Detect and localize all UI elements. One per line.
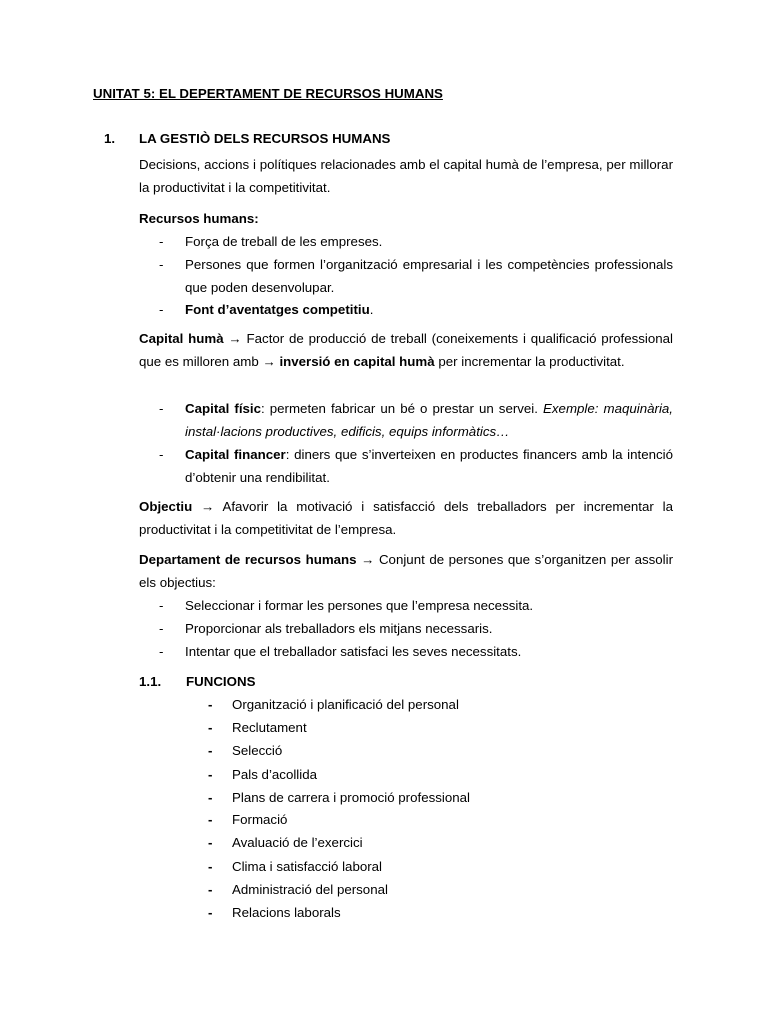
departament-label: Departament de recursos humans xyxy=(139,552,357,567)
capital-text-end: per incrementar la productivitat. xyxy=(438,354,625,369)
list-dash: - xyxy=(159,621,164,636)
list-dash: - xyxy=(159,598,164,613)
list-dash: - xyxy=(208,882,213,897)
section-intro: Decisions, accions i polítiques relacionades amb el capital humà de l’empresa, per millorar la productivitat i la competitivitat. xyxy=(139,157,673,195)
list-dash: - xyxy=(208,859,213,874)
list-item-text: Organització i planificació del personal xyxy=(232,697,459,712)
arrow: → xyxy=(361,552,375,567)
list-item-text: Reclutament xyxy=(232,720,307,735)
list-item-text: Proporcionar als treballadors els mitjans necessaris. xyxy=(185,621,493,636)
list-item-text: Formació xyxy=(232,812,288,827)
list-dash: - xyxy=(208,743,213,758)
financer-text: : diners que s’inverteixen en productes financers amb la intenció d’obtenir una rendibilitat. xyxy=(185,447,673,485)
arrow: → xyxy=(228,331,242,346)
list-item-text: Selecció xyxy=(232,743,283,758)
list-dash: - xyxy=(208,767,213,782)
list-dash: - xyxy=(159,257,164,272)
list-dash: - xyxy=(208,697,213,712)
objectiu-label: Objectiu xyxy=(139,499,193,514)
list-item-text: Avaluació de l’exercici xyxy=(232,835,363,850)
list-item-suffix: . xyxy=(369,302,374,317)
list-dash: - xyxy=(208,720,213,735)
subsection-heading: FUNCIONS xyxy=(186,674,256,689)
list-dash: - xyxy=(159,401,164,416)
list-dash: - xyxy=(208,905,213,920)
list-dash: - xyxy=(159,302,164,317)
capital-text: Factor de producció de treball (coneixements i qualificació professional que es milloren amb xyxy=(139,331,673,369)
list-item-text xyxy=(185,443,673,489)
list-item-text: Clima i satisfacció laboral xyxy=(232,859,383,874)
objectiu-paragraph xyxy=(139,495,673,541)
subsection-number: 1.1. xyxy=(139,674,162,689)
list-dash: - xyxy=(159,234,164,249)
list-item-bold: Font d’aventatges competitiu xyxy=(185,302,370,317)
objectiu-text: Afavorir la motivació i satisfacció dels treballadors per incrementar la productivitat i la competitivitat de l’empresa. xyxy=(139,499,673,537)
fisic-example: Exemple: maquinària, instal·lacions productives, edificis, equips informàtics… xyxy=(185,401,673,439)
list-dash: - xyxy=(208,812,213,827)
list-item-text: Persones que formen l’organització empresarial i les competències professionals que poden desenvolupar. xyxy=(185,257,673,295)
document-title: UNITAT 5: EL DEPERTAMENT DE RECURSOS HUMANS xyxy=(93,86,443,101)
recursos-label: Recursos humans: xyxy=(139,211,259,226)
list-item-text: Seleccionar i formar les persones que l’empresa necessita. xyxy=(185,598,534,613)
fisic-text: : permeten fabricar un bé o prestar un servei. xyxy=(261,401,538,416)
arrow: → xyxy=(201,499,215,514)
section-heading: LA GESTIÒ DELS RECURSOS HUMANS xyxy=(139,131,391,146)
arrow: → xyxy=(262,354,276,369)
list-item-text: Intentar que el treballador satisfaci les seves necessitats. xyxy=(185,644,522,659)
list-dash: - xyxy=(159,447,164,462)
list-dash: - xyxy=(208,790,213,805)
financer-label: Capital financer xyxy=(185,447,286,462)
departament-text: Conjunt de persones que s’organitzen per assolir els objectius: xyxy=(139,552,674,590)
capital-label: Capital humà xyxy=(139,331,224,346)
fisic-label: Capital físic xyxy=(185,401,261,416)
list-item-text: Administració del personal xyxy=(232,882,388,897)
list-item-text: Força de treball de les empreses. xyxy=(185,234,383,249)
list-item-text: Relacions laborals xyxy=(232,905,341,920)
list-item-text: Pals d’acollida xyxy=(232,767,318,782)
departament-paragraph xyxy=(139,548,673,594)
capital-bold: inversió en capital humà xyxy=(279,354,435,369)
list-item-text: Plans de carrera i promoció professional xyxy=(232,790,470,805)
list-dash: - xyxy=(208,835,213,850)
list-item-text xyxy=(185,298,673,321)
section-number: 1. xyxy=(104,131,116,146)
capital-paragraph xyxy=(139,327,673,373)
list-dash: - xyxy=(159,644,164,659)
list-item-text xyxy=(185,397,673,443)
